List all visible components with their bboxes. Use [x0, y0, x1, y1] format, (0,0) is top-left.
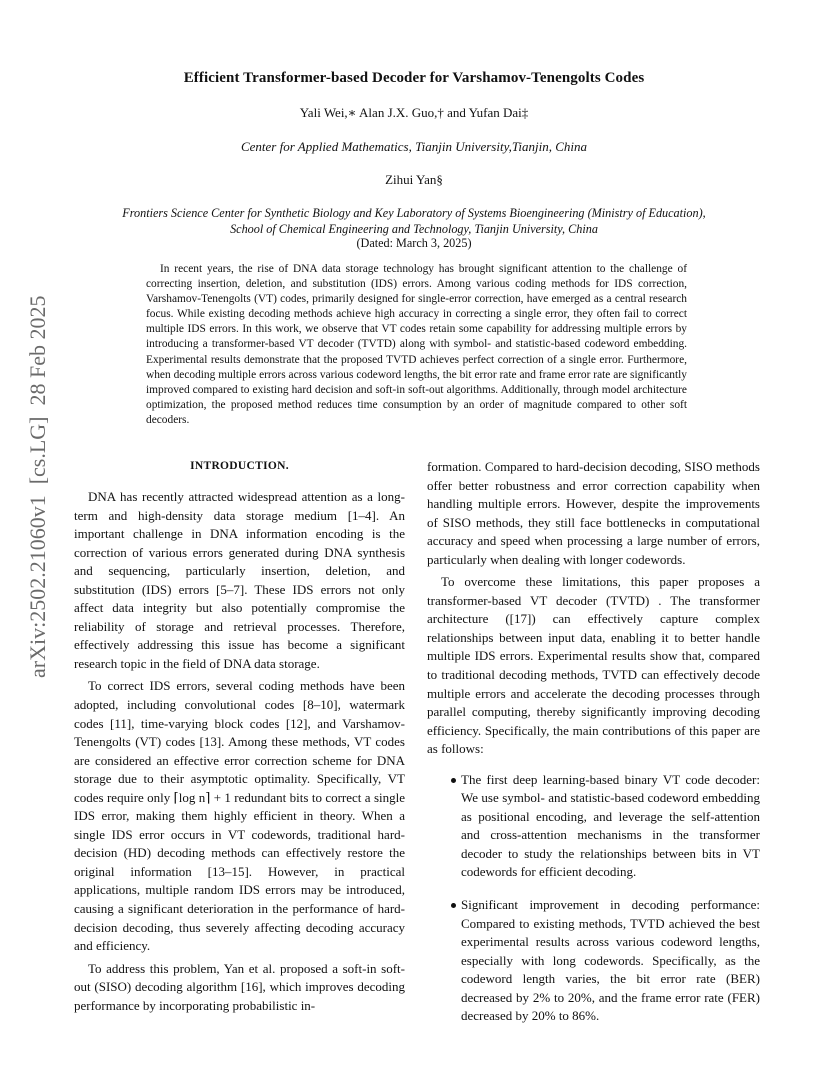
affiliation-1: Center for Applied Mathematics, Tianjin University,Tianjin, China — [240, 139, 588, 154]
arxiv-stamp-graphic — [23, 0, 53, 1072]
abstract: In recent years, the rise of DNA data storage technology has brought significant attention to the challenge of correcting insertion, deletion, and substitution (IDS) errors. Among various coding methods for IDS correction, Varshamov-Tenengolts (VT) codes, primarily designed for single-error correction, have emerged as a central research focus. While existing decoding methods achieve high accuracy in correcting a single error, they often fail to correct multiple IDS errors. In this work, we observe that VT codes retain some capability for addressing multiple errors by introducing a transformer-based VT decoder (TVTD) along with symbol- and statistic-based codeword embedding. Experimental results demonstrate that the proposed TVTD achieves perfect correction of a single error. Furthermore, when decoding multiple errors across various codeword lengths, the bit error rate and frame error rate are significantly improved compared to existing hard decision and soft-in soft-out algorithms. Additionally, through model architecture optimization, the proposed method reduces time consumption by an order of magnitude compared to other soft decoders. — [146, 263, 687, 426]
contributions-list — [427, 771, 760, 1026]
intro-paragraph-3-continued: formation. Compared to hard-decision decoding, SISO methods offer better robustness and error correction capability when handling multiple errors. However, despite the improvements of SISO methods, they still face bottlenecks in computational accuracy and speed when processing a large number of errors, particularly when dealing with longer codewords. — [427, 459, 760, 567]
section-heading-introduction: INTRODUCTION. — [190, 460, 289, 472]
paper-title: Efficient Transformer-based Decoder for Varshamov-Tenengolts Codes — [183, 70, 645, 86]
left-column — [74, 458, 405, 1015]
intro-paragraph-4: To overcome these limitations, this paper proposes a transformer-based VT decoder (TVTD) . The transformer architecture ([17]) can effectively capture complex relationships between input data, enabling it to better handle multiple IDS errors. Experimental results show that, compared to traditional decoding methods, TVTD can effectively decode multiple errors and accelerate the decoding processes through parallel computing, thereby significantly improving decoding efficiency. Specifically, the main contributions of this paper are as follows: — [427, 574, 760, 757]
list-item — [427, 896, 760, 1026]
dated-line: (Dated: March 3, 2025) — [356, 236, 472, 250]
affiliation-2-line-1: Frontiers Science Center for Synthetic Biology and Key Laboratory of Systems Bioengineering (Ministry of Education), — [122, 206, 706, 220]
intro-paragraph-3: To address this problem, Yan et al. proposed a soft-in soft-out (SISO) decoding algorithm [16], which improves decoding performance by incorporating probabilistic in- — [74, 960, 405, 1013]
intro-paragraph-2: To correct IDS errors, several coding methods have been adopted, including convolutional codes [8–10], watermark codes [11], time-varying block codes [12], and Varshamov-Tenengolts (VT) codes [13]. Among these methods, VT codes are considered an effective error correction scheme for DNA storage due to their asymptotic optimality. Specifically, VT codes require only ⌈log n⌉ + 1 redundant bits to correct a single IDS error, making them highly efficient in theory. When a single IDS error occurs in VT codewords, traditional hard-decision (HD) decoding methods can effectively restore the original information [13–15]. However, in practical applications, multiple random IDS errors may be introduced, causing a significant deterioration in the performance of hard-decision decoding, thus severely affecting decoding accuracy and efficiency. — [74, 678, 405, 954]
bullet-icon — [451, 903, 456, 908]
intro-paragraph-1: DNA has recently attracted widespread attention as a long-term and high-density data storage medium [1–4]. An important challenge in DNA information encoding is the correction of various errors generated during DNA synthesis and sequencing, particularly insertion, deletion, and substitution (IDS) errors [5–7]. These IDS errors not only affect data integrity but also potentially compromise the reliability of storage and retrieval processes. Therefore, effectively addressing this issue has become a significant research topic in the field of DNA data storage. — [74, 489, 405, 671]
right-column — [427, 458, 760, 1026]
author-list: Yali Wei,∗ Alan J.X. Guo,† and Yufan Dai‡ — [299, 105, 529, 120]
arxiv-identifier-stamp — [23, 0, 53, 1072]
arxiv-id-text: arXiv:2502.21060v1 [cs.LG] 28 Feb 2025 — [25, 295, 50, 678]
list-item — [427, 771, 760, 882]
author-2: Zihui Yan§ — [385, 172, 443, 187]
affiliation-2-line-2: School of Chemical Engineering and Technology, Tianjin University, China — [230, 222, 598, 236]
bullet-icon — [451, 778, 456, 783]
contribution-text-2: Significant improvement in decoding performance: Compared to existing methods, TVTD achieved the best experimental results across various codeword lengths, especially with long codewords. Specifically, as the codeword length varies, the bit error rate (BER) decreased by 2% to 20%, and the frame error rate (FER) decreased by 20% to 86%. — [461, 897, 760, 1024]
contribution-text-1: The first deep learning-based binary VT code decoder: We use symbol- and statistic-based codeword embedding as positional encoding, and leverage the self-attention and cross-attention mechanisms in the transformer decoder to study the relationships between bits in VT codewords for efficient decoding. — [461, 771, 760, 880]
